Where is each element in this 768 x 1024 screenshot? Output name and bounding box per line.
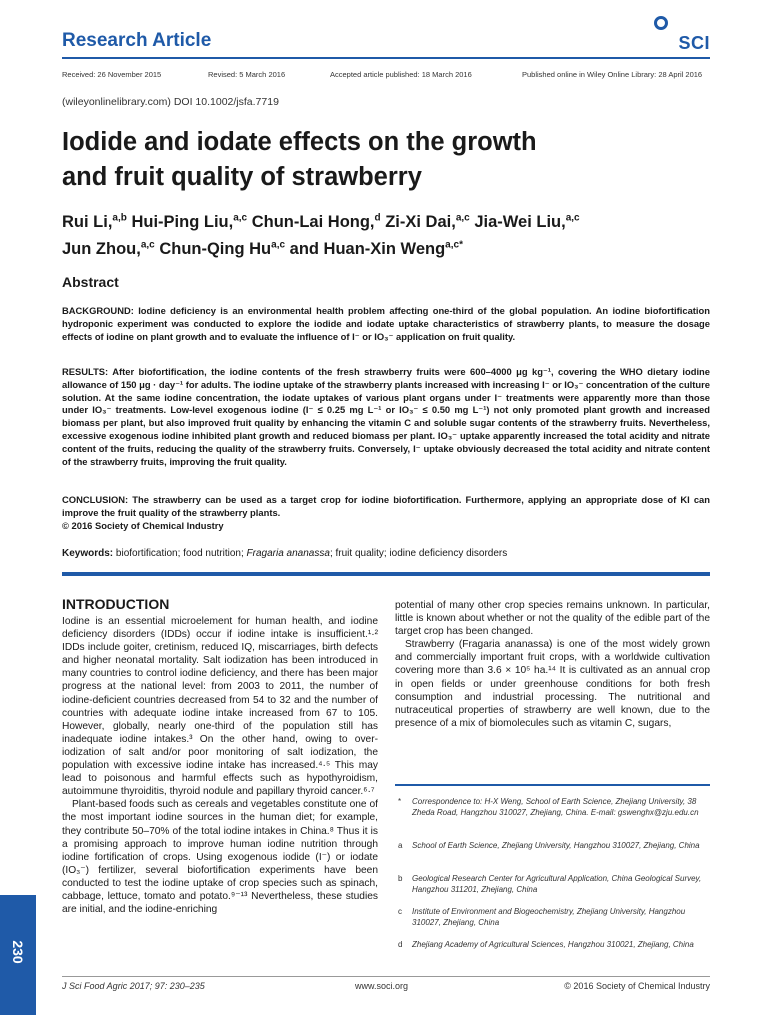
footnote-mark: a (398, 841, 403, 850)
logo-ring-icon (654, 16, 668, 30)
keywords-label: Keywords: (62, 548, 114, 559)
author: Chun-Lai Hong,$^d$ (251, 212, 381, 231)
author: Jia-Wei Liu,$^{a,c}$ (474, 212, 580, 231)
footnote-mark: b (398, 874, 403, 883)
paragraph: Strawberry (Fragaria ananassa) is one of the most widely grown and commercially important fruit crops, with a worldwide cultivation covering more than 3.6 × 10⁵ ha.¹⁴ It is cultivated as an annual crop in open fields or under greenhouse conditions for both fresh consumption and industrial processing. The nutritional and nutraceutical properties of strawberry are well known, due to the presence of a mix of biomolecules such as vitamin C, sugars, (395, 639, 710, 729)
paragraph: Plant-based foods such as cereals and vegetables constitute one of the most important iodine sources in the human diet; for example, they contribute 50–70% of the total iodine intakes in China.⁸ Thus it is a promising approach to improve human iodine nutrition through iodine fortification of crops. Using exogenous iodide (I⁻) or iodate (IO₃⁻) fertilizer, several biofortification experiments have been conducted to test the iodine uptake of crop species such as spinach, cabbage, lettuce, tomato and potato.⁹⁻¹³ Nevertheless, these studies are initial, and the iodine-enriching (62, 799, 378, 916)
footnote-text: Zhejiang Academy of Agricultural Sciences, Hangzhou 310021, Zhejiang, China (412, 940, 694, 949)
sci-logo (654, 16, 710, 54)
author: Jun Zhou,$^{a,c}$ (62, 239, 155, 258)
intro-right-column (395, 599, 710, 730)
society-url[interactable]: www.soci.org (355, 981, 409, 991)
footnote-text: Correspondence to: H-X Weng, School of Earth Science, Zhejiang University, 38 Zheda Road, Hangzhou 310027, Zhejiang, China. E-mail: gswenghx@zju.edu.cn (412, 797, 699, 817)
author: Rui Li,$^{a,b}$ (62, 212, 127, 231)
footnote-mark: c (398, 907, 402, 916)
title-line-1: Iodide and iodate effects on the growth (62, 128, 537, 156)
introduction-heading: INTRODUCTION (62, 596, 170, 612)
author: Zi-Xi Dai,$^{a,c}$ (385, 212, 470, 231)
footnote-affiliation-a (398, 840, 710, 851)
title-line-2: and fruit quality of strawberry (62, 163, 422, 191)
footnote-correspondence (398, 796, 710, 818)
footnote-text: Institute of Environment and Biogeochemistry, Zhejiang University, Hangzhou 310027, Zhejiang, China (412, 907, 686, 927)
section-divider (62, 572, 710, 576)
author: and Huan-Xin Weng$^{a,c*}$ (289, 239, 463, 258)
footnote-text: Geological Research Center for Agricultural Application, China Geological Survey, Hangzhou 311201, Zhejiang, China (412, 874, 702, 894)
received-date: Received: 26 November 2015 (62, 70, 162, 79)
keywords-text-2: ; fruit quality; iodine deficiency disorders (329, 548, 508, 559)
doi-line: (wileyonlinelibrary.com) DOI 10.1002/jsfa.7719 (62, 96, 279, 108)
header-divider (62, 57, 710, 59)
footnote-mark: * (398, 797, 402, 806)
conclusion-text: CONCLUSION: The strawberry can be used as a target crop for iodine biofortification. Furthermore, applying an appropriate dose of KI can improve the fruit quality of the strawberry plants. (62, 494, 710, 518)
author-list (62, 206, 712, 261)
article-type-label: Research Article (62, 30, 212, 51)
footnote-affiliation-b (398, 873, 710, 895)
footer-divider (62, 976, 710, 977)
abstract-conclusion (62, 494, 710, 532)
footnote-text: School of Earth Science, Zhejiang University, Hangzhou 310027, Zhejiang, China (412, 841, 700, 850)
paragraph: Iodine is an essential microelement for human health, and iodine deficiency disorders (IDDs) occur if iodine intake is insufficient.¹·² IDDs include goiter, cretinism, reduced IQ, miscarriages, birth defects and higher neonatal mortality. Salt iodization has been introduced in many countries to control iodine deficiency, and there has been major progress at the national level: from 2003 to 2011, the number of iodine-deficient countries decreased from 54 to 32 and the number of countries with adequate iodine intake increased from 67 to 105. However, globally, nearly one-third of the population still has inadequate iodine intakes.³ On the other hand, owing to over-iodization of salt and/or poor monitoring of salt iodization, the population with excessive iodine intake has increased.⁴·⁵ This may lead to poisonous and harmful effects such as hypothyroidism, autoimmune thyroiditis, thyroid nodule and papillary thyroid cancer.⁶·⁷ (62, 616, 378, 798)
keywords-italic: Fragaria ananassa (246, 548, 330, 559)
keywords-text-1: biofortification; food nutrition; (115, 548, 247, 559)
footnote-affiliation-c (398, 906, 710, 928)
footnote-affiliation-d (398, 939, 710, 950)
abstract-results: RESULTS: After biofortification, the iodine contents of the fresh strawberry fruits were 600–4000 μg kg⁻¹, covering the WHO dietary iodine allowance of 150 μg · day⁻¹ for adults. The iodine uptake of the strawberry plants increased with increasing I⁻ or IO₃⁻ concentration of the culture solution. At the same iodine concentration, the iodate uptakes of various plant organs under I⁻ treatments were apparently more than those under IO₃⁻ treatments. Low-level exogenous iodine (I⁻ ≤ 0.25 mg L⁻¹ or IO₃⁻ ≤ 0.50 mg L⁻¹) not only promoted plant growth and increased biomass per plant, but also improved fruit quality by enhancing the vitamin C and soluble sugar contents of the strawberry fruits. Nevertheless, excessive exogenous iodine inhibited plant growth and reduced biomass per plant. IO₃⁻ uptake apparently increased the total acidity and nitrate content of the fruits, reducing the quality of the strawberry fruits. Conversely, I⁻ uptake obviously decreased the total acidity and nitrate content of the strawberry fruits, improving the fruit quality. (62, 366, 710, 467)
footer-copyright: © 2016 Society of Chemical Industry (564, 981, 710, 991)
journal-citation: J Sci Food Agric 2017; 97: 230–235 (62, 981, 205, 991)
paragraph: potential of many other crop species remains unknown. In particular, little is known about whether or not the quality of the edible part of the target crop has been changed. (395, 600, 710, 638)
footnote-divider (395, 784, 710, 786)
abstract-heading: Abstract (62, 274, 119, 290)
keywords-line (62, 548, 507, 559)
intro-left-column (62, 615, 378, 916)
article-title (62, 125, 712, 195)
author: Chun-Qing Hu$^{a,c}$ (159, 239, 286, 258)
abstract-background: BACKGROUND: Iodine deficiency is an environmental health problem affecting one-third of the global population. An iodine biofortification hydroponic experiment was conducted to explore the iodide and iodate uptake characteristics of strawberry plants, to measure the dosage effects of iodine on plant growth and to evaluate the influence of I⁻ or IO₃⁻ application on fruit quality. (62, 305, 710, 342)
published-date: Published online in Wiley Online Library: 28 April 2016 (522, 70, 703, 79)
footnote-mark: d (398, 940, 403, 949)
accepted-date: Accepted article published: 18 March 2016 (330, 70, 472, 79)
author: Hui-Ping Liu,$^{a,c}$ (131, 212, 248, 231)
logo-text: SCI (678, 33, 710, 53)
revised-date: Revised: 5 March 2016 (208, 70, 286, 79)
abstract-copyright: © 2016 Society of Chemical Industry (62, 519, 224, 531)
page-number: 230 (10, 940, 26, 964)
